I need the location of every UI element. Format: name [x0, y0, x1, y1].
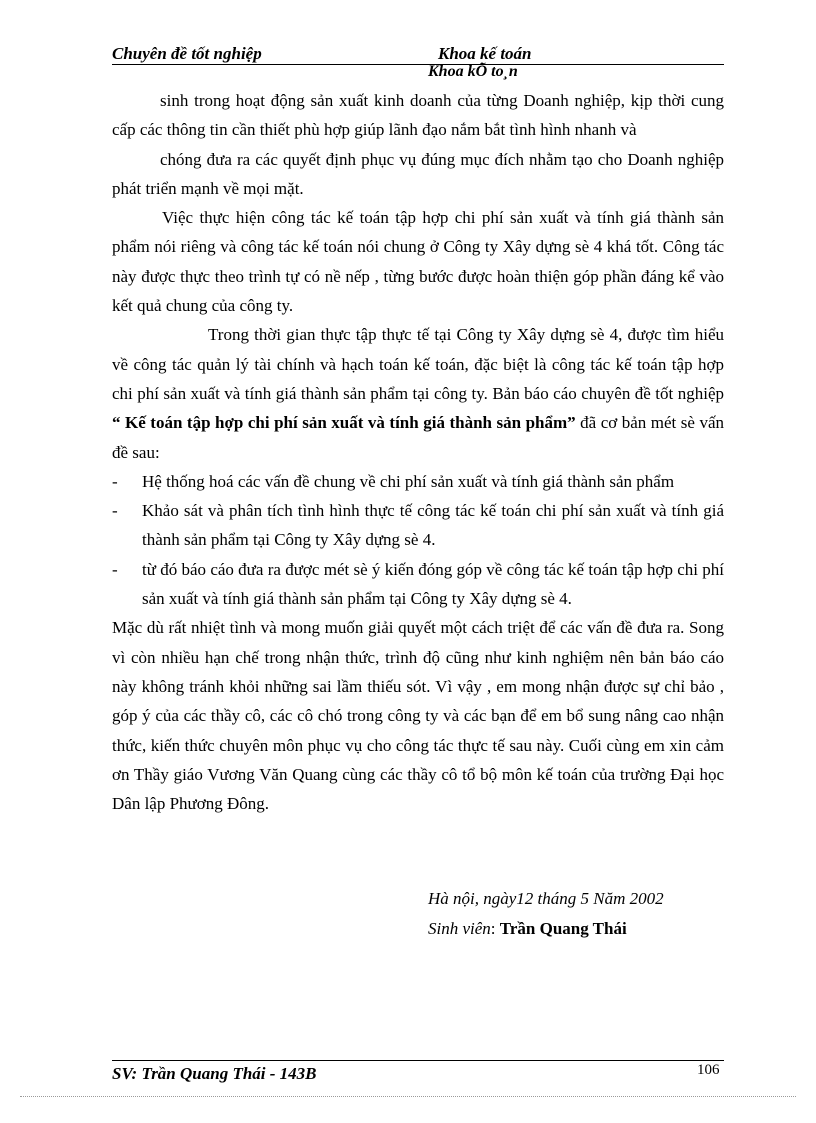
page-boundary	[20, 1096, 796, 1097]
report-title: “ Kế toán tập hợp chi phí sản xuất và tính giá thành sản phẩm”	[112, 413, 576, 433]
body-text	[112, 86, 724, 818]
label-separator: :	[490, 919, 500, 938]
bullet-dash: -	[112, 559, 118, 579]
place-date: Hà nội, ngày12 tháng 5 Năm 2002	[428, 889, 664, 908]
student-signature-line	[428, 914, 664, 944]
header-right-title: Khoa kế toán	[438, 44, 532, 63]
list-item-text: Khảo sát và phân tích tình hình thực tế công tác kế toán chi phí sản xuất và tính giá thành sản phẩm tại Công ty Xây dựng sè 4.	[142, 501, 724, 550]
list-item-text: từ đó báo cáo đưa ra được mét sè ý kiến đóng góp về công tác kế toán tập hợp chi phí sản xuất và tính giá thành sản phẩm tại Công ty Xây dựng sè 4.	[142, 559, 724, 609]
list-item	[112, 467, 724, 496]
paragraph-1: sinh trong hoạt động sản xuất kinh doanh của từng Doanh nghiệp, kịp thời cung cấp các thông tin cần thiết phù hợp giúp lãnh đạo nắm bắt tình hình nhanh và	[112, 91, 724, 140]
paragraph-5: Mặc dù rất nhiệt tình và mong muốn giải quyết một cách triệt để các vấn đề đưa ra. Song vì còn nhiều hạn chế trong nhận thức, trình độ cũng như kinh nghiệm nên bản báo cáo này không tránh khỏi những sai lầm thiếu sót. Vì vậy , em mong nhận được sự chỉ bảo , góp ý của các thầy cô, các cô chó trong công ty và các bạn để em bổ sung nâng cao nhận thức, kiến thức chuyên môn phục vụ cho công tác thực tế sau này. Cuối cùng em xin cảm ơn Thầy giáo Vương Văn Quang cùng các thầy cô tổ bộ môn kế toán của trường Đại học Dân lập Phương Đông.	[112, 618, 724, 814]
header-left-title: Chuyên đề tốt nghiệp	[112, 44, 262, 63]
list-item	[112, 555, 724, 614]
paragraph-4	[112, 320, 724, 466]
footer-divider	[112, 1060, 724, 1061]
paragraph-4-end: đã cơ bản mét sè vấn đề sau:	[112, 413, 725, 462]
header-divider	[112, 64, 724, 65]
student-name: Trần Quang Thái	[499, 919, 627, 938]
signature-block	[428, 884, 664, 944]
student-label: Sinh viên	[428, 919, 491, 938]
paragraph-3: Việc thực hiện công tác kế toán tập hợp chi phí sản xuất và tính giá thành sản phẩm nói riêng và công tác kế toán nói chung ở Công ty Xây dựng sè 4 khá tốt. Công tác này được thực theo trình tự có nề nếp , từng bước được hoàn thiện góp phần đáng kể vào kết quả chung của công ty.	[112, 208, 724, 316]
bullet-dash: -	[112, 501, 118, 521]
bullet-dash: -	[112, 471, 118, 491]
header-garbled-title: Khoa kÕ to¸n	[428, 63, 518, 80]
footer-student: SV: Trần Quang Thái - 143B	[112, 1064, 317, 1083]
paragraph-2: chóng đưa ra các quyết định phục vụ đúng mục đích nhằm tạo cho Doanh nghiệp phát triển mạnh về mọi mặt.	[112, 149, 724, 198]
paragraph-4-start: Trong thời gian thực tập thực tế tại Công ty Xây dựng sè 4, được tìm hiểu về công tác quản lý tài chính và hạch toán kế toán, đặc biệt là công tác kế toán tập hợp chi phí sản xuất và tính giá thành sản phẩm tại công ty. Bản báo cáo chuyên đề tốt nghiệp	[112, 325, 724, 403]
list-item-text: Hệ thống hoá các vấn đề chung về chi phí sản xuất và tính giá thành sản phẩm	[142, 471, 675, 491]
page-number: 106	[697, 1062, 720, 1078]
list-item	[112, 496, 724, 555]
